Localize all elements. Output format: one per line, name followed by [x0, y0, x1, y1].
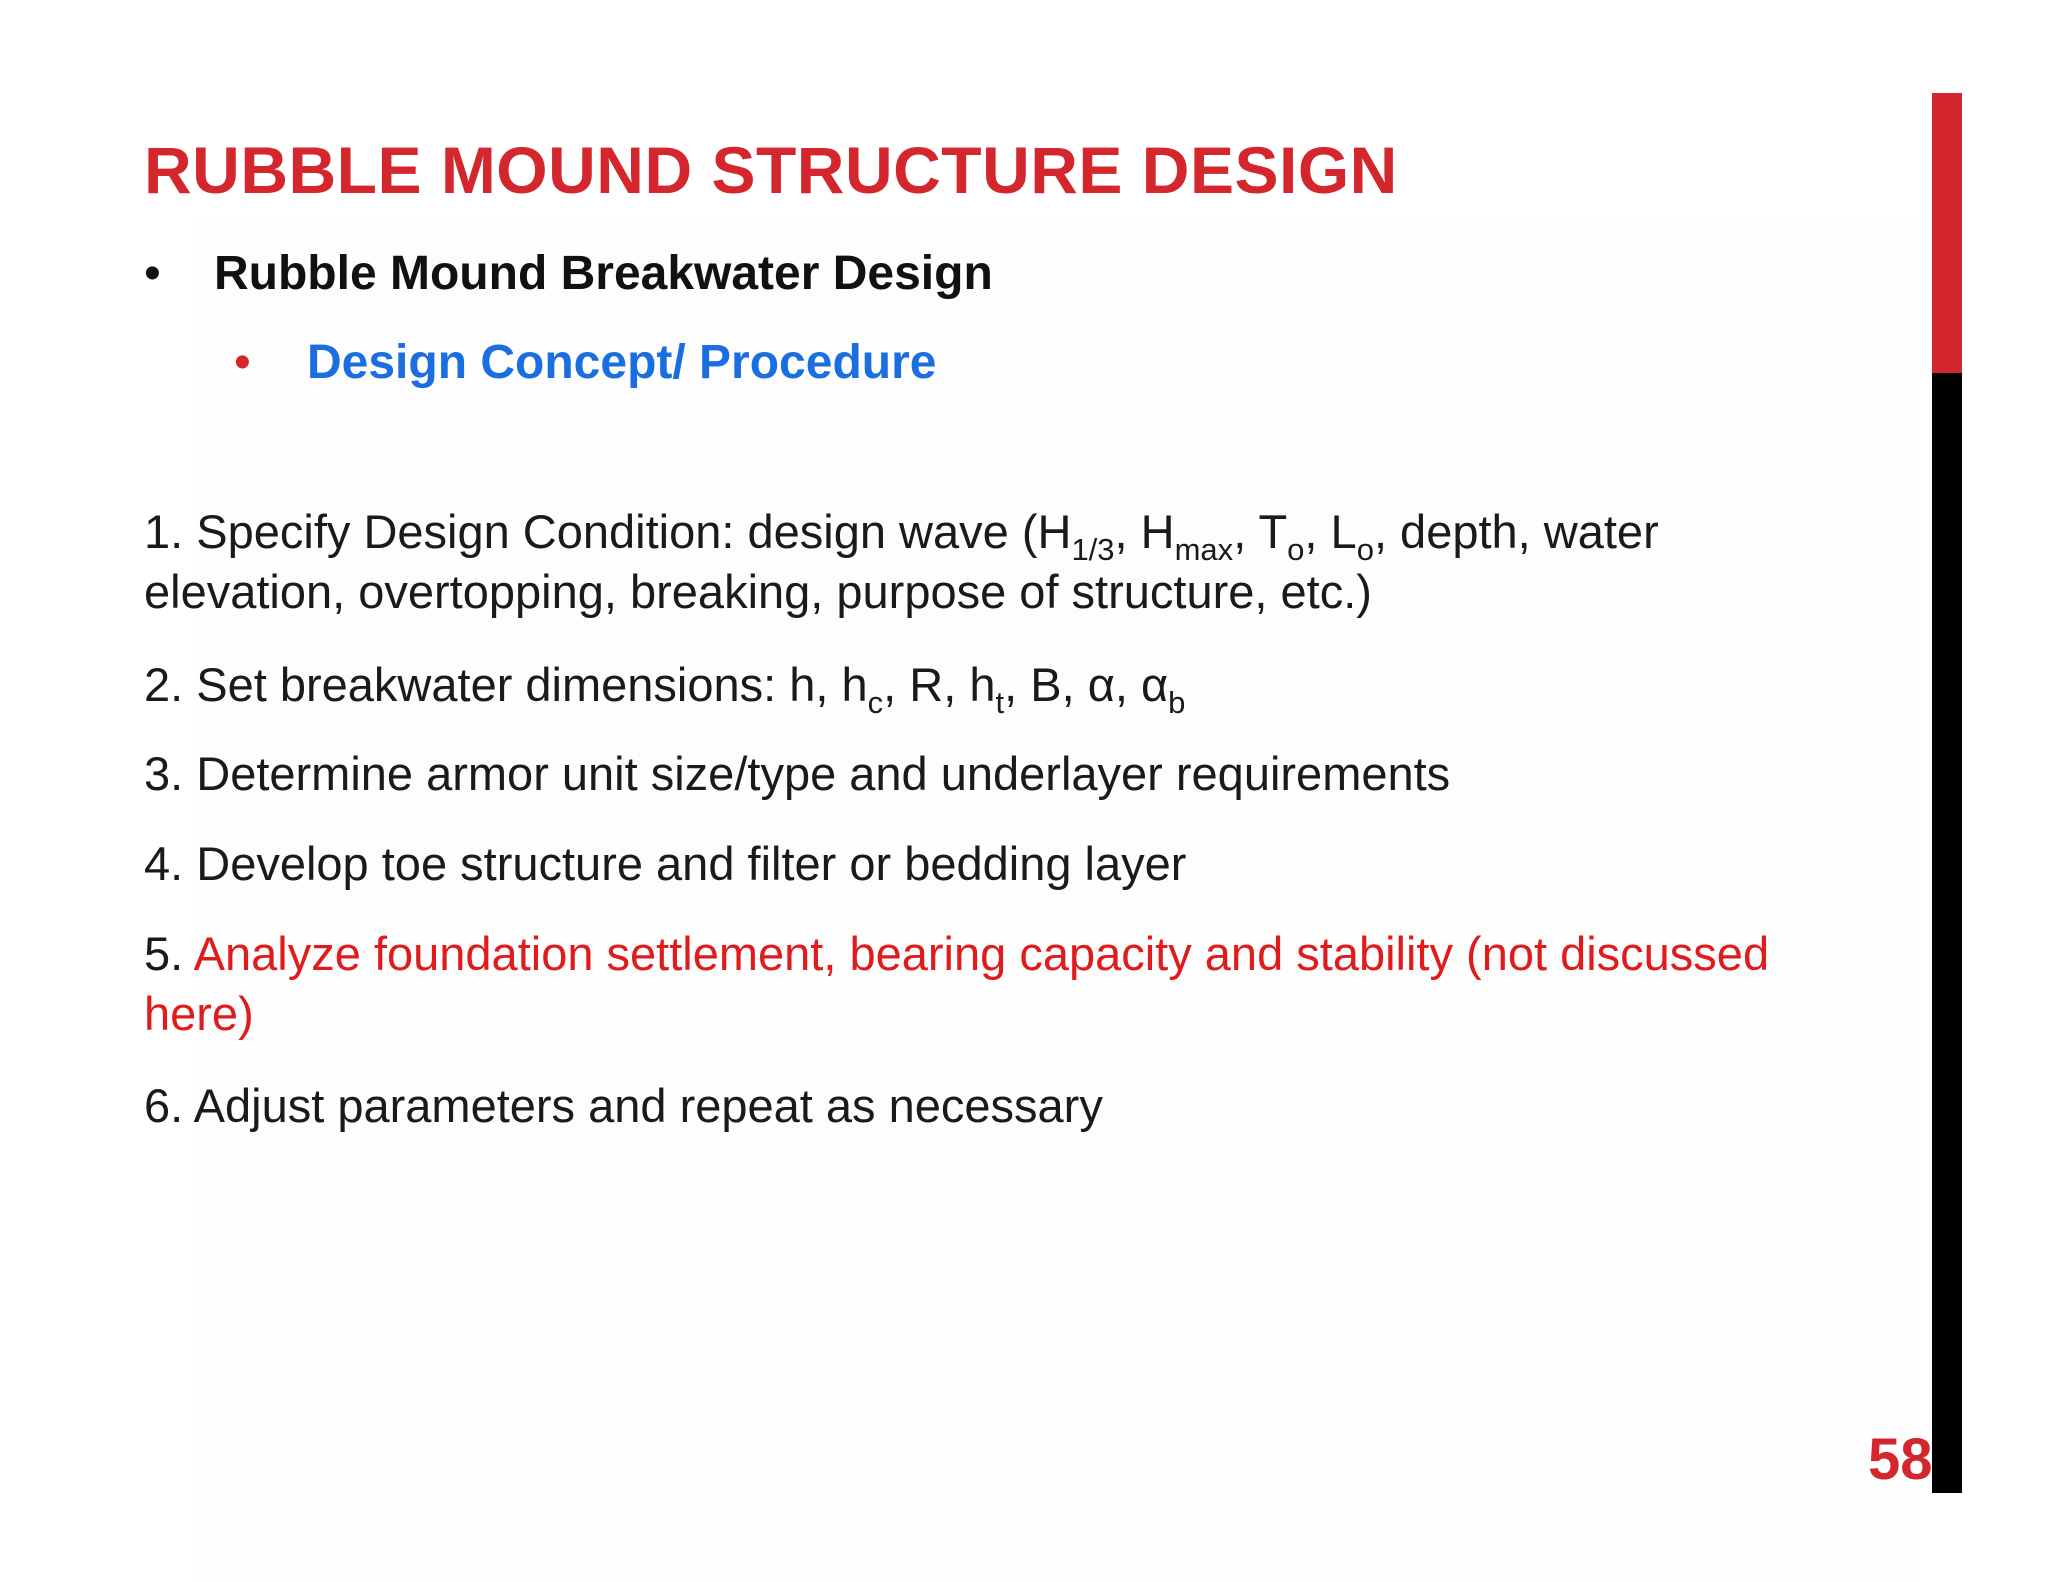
bullet-level2-text: Design Concept/ Procedure: [307, 336, 937, 389]
step-1-text: , L: [1304, 505, 1357, 558]
slide-title: RUBBLE MOUND STRUCTURE DESIGN: [144, 133, 1398, 207]
step-5: [144, 924, 1844, 1044]
step-2-text: , R, h: [883, 658, 996, 711]
bullet-marker: •: [234, 336, 251, 389]
step-1-text: 1. Specify Design Condition: design wave (H: [144, 505, 1072, 558]
step-1-text: , H: [1114, 505, 1175, 558]
subscript: max: [1174, 532, 1234, 568]
step-1-text: , depth, water elevation, overtopping, breaking, purpose of structure, etc.): [144, 505, 1659, 618]
step-1: [144, 502, 1844, 622]
subscript: b: [1168, 685, 1186, 721]
subscript: c: [867, 685, 884, 721]
subscript: o: [1287, 532, 1305, 568]
step-2-text: , B, α, α: [1004, 658, 1169, 711]
step-4: 4. Develop toe structure and filter or bedding layer: [144, 837, 1187, 890]
accent-bar-black: [1932, 373, 1962, 1493]
content-panel: [194, 220, 1914, 1582]
subscript: 1/3: [1071, 532, 1115, 568]
subscript: t: [995, 685, 1005, 721]
accent-bar-red: [1932, 93, 1962, 373]
step-5-highlight-text: Analyze foundation settlement, bearing capacity and stability (not discussed here): [144, 927, 1770, 1040]
step-3: 3. Determine armor unit size/type and underlayer requirements: [144, 747, 1451, 800]
step-5-number: 5.: [144, 927, 184, 980]
step-6: 6. Adjust parameters and repeat as necessary: [144, 1079, 1103, 1132]
bullet-marker: •: [144, 247, 161, 300]
subscript: o: [1356, 532, 1374, 568]
step-1-text: , T: [1233, 505, 1288, 558]
bullet-level1-text: Rubble Mound Breakwater Design: [214, 247, 993, 300]
page-number: 58: [1868, 1427, 1933, 1492]
step-2-text: 2. Set breakwater dimensions: h, h: [144, 658, 868, 711]
step-2: [144, 655, 1844, 721]
